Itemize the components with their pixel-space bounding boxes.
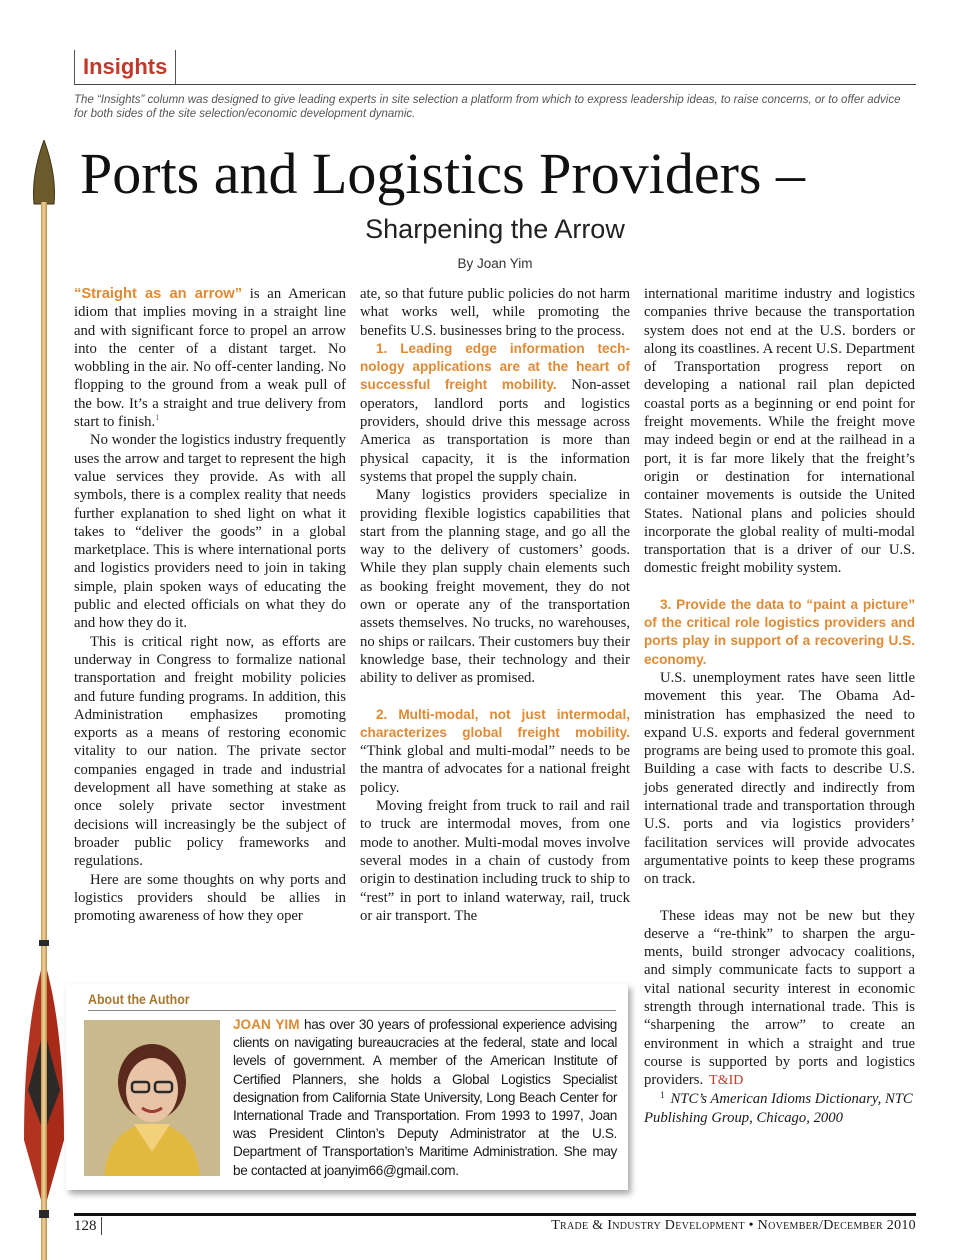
end-mark: T&ID xyxy=(709,1073,744,1089)
paragraph xyxy=(644,907,915,1091)
page-number: 128 xyxy=(74,1217,102,1235)
lead-phrase: “Straight as an arrow” xyxy=(74,286,243,302)
paragraph xyxy=(74,285,346,431)
author-bio-text: has over 30 years of professional experience advising clients on navigating bureaucracies at the federal, state and local levels of government. A member of the American Institute of Certified Planners, she holds a Global Logistics Specialist designation from California State University, Long Beach Center for International Trade and Transportation. From 1993 to 1997, Joan was President Clinton’s Deputy Administrator at the U.S. Department of Transportation’s Maritime Administration. She may be contacted at joanyim66@gmail.com. xyxy=(233,1017,617,1178)
author-photo xyxy=(84,1020,220,1176)
paragraph: Here are some thoughts on why ports and logistics providers should be allies in promoting awareness of how they oper xyxy=(74,871,346,925)
author-bio xyxy=(233,1016,617,1180)
paragraph xyxy=(360,706,630,797)
paragraph-text: These ideas may not be new but they deserve a “re-think” to sharpen the arguments, build stronger advocacy coalitions, and simply communicate facts to support a vital national security interest in economic strength through international trade. This is “sharpening the arrow” to create an environment in which a straight and true course is supported by ports and logistics providers. xyxy=(644,907,915,1089)
text-column-3 xyxy=(644,285,915,1127)
section-label: Insights xyxy=(83,54,168,79)
column-intro: The “Insights” column was designed to give leading experts in site selection a platform from which to express leadership ideas, to raise concerns, or to offer advice for both sides of the site selection/economic development dynamic. xyxy=(74,94,901,120)
arrow-illustration-icon xyxy=(22,140,66,1260)
paragraph-text: Non-asset operators, landlord ports and logistics providers, should drive this message across America as transportation is more than physical capacity, it is the information systems that propel the supply chain. xyxy=(360,377,630,485)
paragraph: Moving freight from truck to rail and rail to truck are intermodal moves, from one mode to another. Multi-modal moves involve several modes in a chain of custody from origin to destination including truck to ship to “rest” in port to inland waterway, rail, truck or air transport. The xyxy=(360,798,630,924)
article-subtitle: Sharpening the Arrow xyxy=(365,214,625,244)
section-tab xyxy=(74,50,176,84)
paragraph: This is critical right now, as efforts are underway in Congress to formalize national transportation and freight mobility policies and future funding programs. In addition, this Administration emphasizes promoting exports as a means of restoring economic vitality to our nation. The private sector companies engaged in trade and industrial development all have something at stake as once solely private sector investment decisions will increasingly be the subject of broader public policy frameworks and regulations. xyxy=(74,633,346,870)
footer-rule xyxy=(74,1213,916,1216)
subheading-2: 2. Multi-modal, not just intermodal, characterizes global freight mobility. xyxy=(360,706,630,740)
paragraph: Many logistics providers specialize in providing flexible logistics capabilities that start from the planning stage, and go all the way to the delivery of customers’ goods. While they plan supply chain elements such as booking freight movement, they do not own or operate any of the transportation assets themselves. No trucks, no warehouses, no ships or railcars. Their customers buy their knowledge base, their technology and their ability to deliver as promised. xyxy=(360,487,630,687)
paragraph-text: is an American idiom that implies moving in a straight line and with significant force to propel an arrow into the center of a distant target. No wobbling in the air. No off-center landing. No flopping to the ground from a weak pull of the bow. It’s a straight and true delivery from start to finish. xyxy=(74,286,346,431)
article-byline: By Joan Yim xyxy=(457,256,533,271)
paragraph: international maritime industry and logistics companies thrive because the transportation system does not end at the U.S. borders or along its coastlines. A recent U.S. Department of Transportation progress report on developing a national rail plan depicted coastal ports as a beginning or end point for freight movements. While the freight move may indeed begin or end at the railhead in a port, it is far more likely that the freight’s origin or destination for international container movements is outside the United States. National plans and policies should incorporate the global reality of multi-modal transportation that is a driver of our U.S. domestic freight mobility system. xyxy=(644,286,915,577)
section-rule xyxy=(74,84,916,85)
footnote-ref: 1 xyxy=(155,413,160,423)
author-rule xyxy=(88,1010,616,1011)
publication-footer: Trade & Industry Development • November/December 2010 xyxy=(551,1218,916,1233)
subheading-1: 1. Leading edge information technology applications are at the heart of successful freight mobility. xyxy=(360,340,630,393)
author-heading: About the Author xyxy=(88,992,190,1007)
text-column-2 xyxy=(360,285,630,925)
text-column-1 xyxy=(74,285,346,925)
paragraph: ate, so that future public policies do not harm what works well, while promoting the benefits U.S. businesses bring to the process. xyxy=(360,286,630,339)
footnote xyxy=(644,1090,915,1127)
paragraph-text: “Think global and multi-modal” needs to be the mantra of advocates for a national freight policy. xyxy=(360,743,630,796)
footnote-mark: 1 xyxy=(660,1089,665,1100)
article-title: Ports and Logistics Providers – xyxy=(80,141,805,206)
paragraph: No wonder the logistics industry frequently uses the arrow and target to represent the high value services they provide. As with all symbols, there is a complex reality that needs further explanation to shed light on what it takes to “deliver the goods” in a global marketplace. This is where international ports and logistics providers need to join in taking simple, plain spoken ways of educating the public and elected officials on what they do and how they do it. xyxy=(74,432,346,632)
paragraph xyxy=(360,340,630,486)
subheading-3: 3. Provide the data to “paint a picture” of the critical role logistics providers and ports play in support of a recovering U.S. economy. xyxy=(644,596,915,667)
author-name: JOAN YIM xyxy=(233,1017,300,1032)
paragraph: U.S. unemployment rates have seen little movement this year. The Obama Administration has emphasized the need to expand U.S. exports and federal government programs are being used to promote this goal. Building a case with facts to describe U.S. jobs generated directly and indirectly from international trade and transportation through U.S. ports and via logistics providers’ facilitation services will provide advocates argumentative points to keep these programs on track. xyxy=(644,669,915,888)
footnote-text: NTC’s American Idioms Dictionary, NTC Publishing Group, Chicago, 2000 xyxy=(644,1091,913,1126)
